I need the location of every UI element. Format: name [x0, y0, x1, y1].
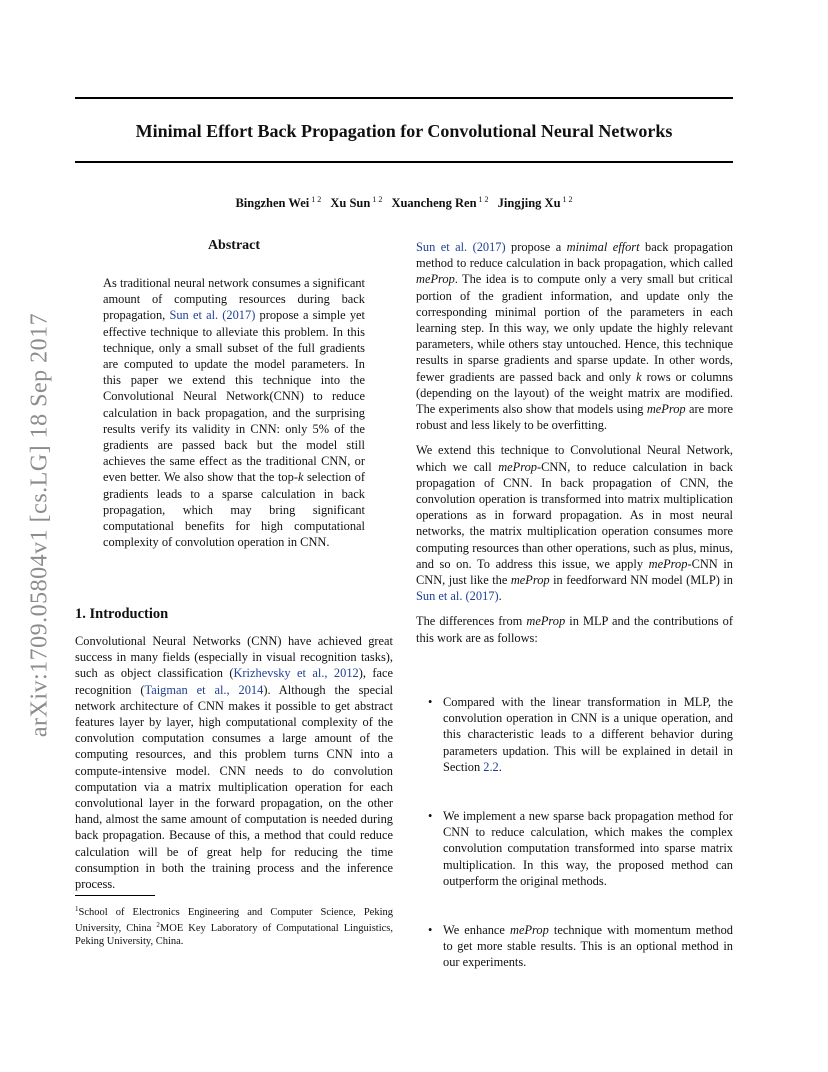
- text-run: technique with momentum method to get more stable results. This is an optional method in our experiments.: [443, 923, 733, 970]
- right-column-body: [416, 239, 733, 646]
- arxiv-sidebar: [20, 290, 60, 760]
- text-run: ). Although the special network architecture of CNN makes it possible to get abstract features layer by layer, high computational complexity of the convolution computation consumes a large amount of the computing resources, and this problem turns CNN into a compute-intensive model. CNN needs to do convolution computation via a matrix multiplication operation for each convolutional layer in the forward propagation, on the other hand, almost the same amount of computation is needed during back propagation. Because of this, a method that could reduce calculation will be of great help for reducing the time consumption in both the training process and the inference process.: [75, 682, 394, 892]
- bullet-marker: •: [428, 923, 433, 937]
- bullet-marker: •: [428, 695, 433, 709]
- paper-title: Minimal Effort Back Propagation for Convolutional Neural Networks: [135, 121, 673, 141]
- list-item-text: [443, 808, 733, 889]
- text-run: Compared with the linear transformation in MLP, the convolution operation in CNN is a unique operation, and this characteristic leads to a different behavior during parameters updation. This will be explained in detail in Section: [443, 695, 733, 774]
- bullet-marker: •: [428, 809, 433, 823]
- abstract-body: [103, 275, 365, 550]
- author: [391, 196, 488, 210]
- author-name: Bingzhen Wei: [235, 196, 310, 210]
- section-reference-link[interactable]: 2.2: [483, 759, 499, 774]
- author-name: Xuancheng Ren: [391, 196, 477, 210]
- emphasis: meProp: [416, 272, 455, 287]
- abstract-paragraph: [103, 275, 365, 550]
- text-run: ), face recognition (: [75, 666, 393, 697]
- author: [235, 196, 321, 210]
- citation-link[interactable]: Sun et al. (2017): [169, 308, 256, 323]
- citation-link[interactable]: Sun et al. (2017): [416, 589, 499, 604]
- list-item-text: [443, 922, 733, 971]
- emphasis: meProp: [648, 556, 688, 571]
- author-affiliation: 1 2: [311, 195, 322, 204]
- list-item: [416, 808, 733, 889]
- text-run: As traditional neural network consumes a significant amount of computing resources during back propagation,: [103, 276, 365, 323]
- text-run: propose a simple yet effective technique to alleviate this problem. In this technique, only a small subset of the full gradients are computed to update the model parameters. In this paper we extend this technique into the Convolutional Neural Network(CNN) to reduce calculation in back propagation, and the surprising results verify its validity in CNN: only 5% of the gradients are passed back but the model still achieves the same effect as the traditional CNN, or even better. We also show that the top-: [103, 308, 365, 485]
- emphasis: meProp: [646, 402, 686, 417]
- section-heading-introduction: 1. Introduction: [75, 606, 169, 622]
- text-run: rows or columns (depending on the layout) of the weight matrix are modified. The experiments also show that models using: [416, 369, 733, 417]
- text-run: Convolutional Neural Networks (CNN) have achieved great success in many fields (especially in visual recognition tasks), such as object classification (: [75, 634, 393, 681]
- introduction-paragraph: [75, 633, 393, 892]
- author-name: Jingjing Xu: [497, 196, 561, 210]
- emphasis: meProp: [510, 573, 550, 588]
- text-run: We enhance: [443, 923, 510, 937]
- author-name: Xu Sun: [330, 196, 371, 210]
- title-top-rule: [75, 97, 733, 99]
- text-run: We extend this technique to Convolutional Neural Network, which we call: [416, 443, 733, 474]
- emphasis: meProp: [498, 459, 537, 474]
- math-k: k: [636, 369, 642, 384]
- text-run: in feedforward NN model (MLP) in: [549, 573, 733, 588]
- author-list: [75, 191, 733, 212]
- footnote-marker: 1: [75, 905, 79, 913]
- math-k: k: [297, 470, 304, 485]
- text-run: in MLP and the contributions of this work are as follows:: [416, 614, 734, 645]
- text-run: propose a: [505, 240, 567, 254]
- affiliation-footnote: [75, 903, 393, 948]
- arxiv-identifier: arXiv:1709.05804v1 [cs.LG] 18 Sep 2017: [26, 312, 53, 738]
- list-item: [416, 922, 733, 971]
- author-affiliation: 1 2: [372, 195, 383, 204]
- citation-link[interactable]: Taigman et al., 2014: [144, 682, 264, 697]
- list-item-text: [443, 694, 733, 775]
- list-item: [416, 694, 733, 775]
- author: [498, 196, 573, 210]
- footnote-marker: 2: [156, 921, 160, 929]
- body-paragraph: [416, 442, 733, 604]
- abstract-heading: Abstract: [207, 238, 261, 253]
- text-run: . The idea is to compute only a very small but critical portion of the gradient information, and update only the corresponding minimal portion of the parameters in each learning step. In this way, we only update the highly relevant parameters, while others stay untouched. Hence, this technique results in sparse gradients and sparse update. In other words, fewer gradients are passed back and only: [416, 272, 733, 384]
- text-run: -CNN, to reduce calculation in back propagation of CNN. In back propagation of CNN, the convolution operation is transformed into matrix multiplication operations as in forward propagation. As in most neural networks, the matrix multiplication operation consumes more computing resources than other operations, such as plus, minus, and so on. To address this issue, we apply: [416, 459, 733, 571]
- text-run: selection of gradients leads to a sparse calculation in back propagation, which may bring significant computational benefits for high computational complexity of convolution operation in CNN.: [103, 470, 366, 550]
- citation-link[interactable]: Sun et al. (2017): [416, 240, 506, 254]
- text-run: .: [498, 759, 502, 774]
- body-paragraph: [416, 239, 733, 433]
- text-run: are more robust and less likely to be overfitting.: [416, 402, 733, 433]
- text-run: .: [498, 589, 502, 604]
- emphasis: minimal effort: [566, 240, 640, 254]
- introduction-body: [75, 633, 393, 892]
- text-run: The differences from: [416, 614, 527, 629]
- emphasis: meProp: [526, 614, 566, 629]
- author-affiliation: 1 2: [478, 195, 489, 204]
- text-run: School of Electronics Engineering and Computer Science, Peking University, China: [75, 907, 393, 934]
- footnote-rule: [75, 895, 155, 896]
- body-paragraph: [416, 613, 733, 645]
- emphasis: meProp: [510, 923, 549, 937]
- title-bottom-rule: [75, 161, 733, 163]
- text-run: -CNN in CNN, just like the: [416, 556, 733, 588]
- author-affiliation: 1 2: [562, 195, 573, 204]
- author: [330, 196, 382, 210]
- text-run: We implement a new sparse back propagation method for CNN to reduce calculation, which makes the complex convolution computation transformed into sparse matrix multiplication. In this way, the proposed method can outperform the original methods.: [443, 809, 733, 888]
- citation-link[interactable]: Krizhevsky et al., 2012: [233, 666, 359, 681]
- text-run: back propagation method to reduce calculation in back propagation, which called: [416, 240, 734, 271]
- text-run: MOE Key Laboratory of Computational Linguistics, Peking University, China.: [75, 923, 393, 947]
